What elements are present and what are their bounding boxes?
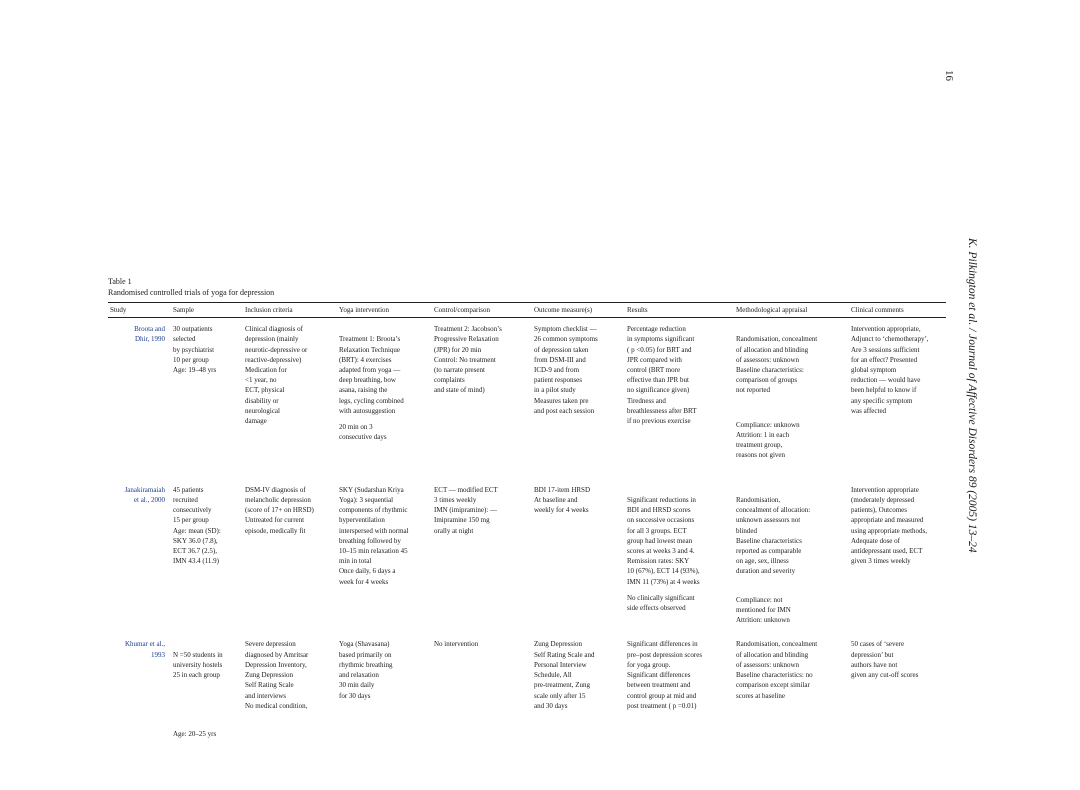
trials-table xyxy=(108,302,946,739)
header-yoga: Yoga intervention xyxy=(337,303,432,318)
outcome-cell: BDI 17-item HRSD At baseline and weekly for 4 weeks xyxy=(534,485,590,515)
inclusion-cell: DSM-IV diagnosis of melancholic depression (score of 17+ on HRSD) Untreated for current episode, medically fit xyxy=(245,485,314,535)
header-results: Results xyxy=(625,303,734,318)
study-cell: Khumar et al., 1993 xyxy=(124,640,165,659)
study-cell: Broota and Dhir, 1990 xyxy=(134,325,165,344)
method-text: Randomisation, concealment of allocation: unknown assessors not blinded Baseline characteristics reported as comparable on age, sex, illness duration and severity xyxy=(736,496,811,576)
clinical-cell: 50 cases of ‘severe depression’ but authors have not given any cut-off scores xyxy=(851,640,919,680)
table-header-row xyxy=(108,303,946,318)
results-note: No clinically significant side effects observed xyxy=(627,593,695,613)
table-row xyxy=(108,639,946,738)
header-control: Control/comparison xyxy=(432,303,532,318)
control-cell: No intervention xyxy=(434,640,479,649)
results-cell xyxy=(625,485,734,626)
header-study: Study xyxy=(108,303,171,318)
inclusion-cell: Clinical diagnosis of depression (mainly neurotic-depressive or reactive-depressive) Medication for <1 year, no ECT, physical disability or neurological damage xyxy=(245,325,308,426)
clinical-cell: Intervention appropriate (moderately depressed patients), Outcomes appropriate and measured using appropriate methods, Adequate dose of antidepressant used, ECT given 3 times weekly xyxy=(851,485,928,566)
yoga-cell: SKY (Sudarshan Kriya Yoga): 3 sequential components of rhythmic hyperventilation interspersed with normal breathing followed by 10–15 min relaxation 45 min in total Once daily, 6 days a week for 4 weeks xyxy=(339,485,409,586)
yoga-cell xyxy=(337,318,432,471)
control-cell: Treatment 2: Jacobson’s Progressive Relaxation (JPR) for 20 min Control: No treatment (to narrate present complaints and state of mind) xyxy=(434,325,502,395)
header-clinical: Clinical comments xyxy=(849,303,946,318)
method-note: Compliance: unknown Attrition: 1 in each treatment group, reasons not given xyxy=(736,420,800,460)
sample-text: N =50 students in university hostels 25 in each group xyxy=(173,650,223,680)
header-inclusion: Inclusion criteria xyxy=(243,303,337,318)
method-cell: Randomisation, concealment of allocation and blinding of assessors: unknown Baseline characteristics: no comparison except similar scores at baseline xyxy=(736,640,818,700)
yoga-note: 20 min on 3 consecutive days xyxy=(339,423,387,442)
control-cell: ECT — modified ECT 3 times weekly IMN (imipramine): — Imipramine 150 mg orally at night xyxy=(434,485,498,535)
yoga-text: Treatment 1: Broota’s Relaxation Technique (BRT): 4 exercises adapted from yoga — deep breathing, bow asana, raising the legs, cycling combined with autosuggestion xyxy=(339,335,404,415)
outcome-cell: Zung Depression Self Rating Scale and Personal Interview Schedule, All pre-treatment, Zung scale only after 15 and 30 days xyxy=(534,640,595,710)
study-cell: Janakiramaiah et al., 2000 xyxy=(124,485,165,505)
table-row xyxy=(108,318,946,471)
header-method: Methodological appraisal xyxy=(734,303,849,318)
method-note: Compliance: not mentioned for IMN Attrition: unknown xyxy=(736,595,791,625)
sample-note: Age: 20–25 yrs xyxy=(173,729,217,738)
clinical-cell: Intervention appropriate, Adjunct to ‘chemotherapy’, Are 3 sessions sufficient for an effect? Presented global symptom reduction — would have been helpful to know if any specific symptom was affected xyxy=(851,325,929,415)
sample-cell: 45 patients recruited consecutively 15 per group Age: mean (SD): SKY 36.0 (7.8), ECT 36.7 (2.5), IMN 43.4 (11.9) xyxy=(173,485,221,566)
trials-table-container xyxy=(108,302,946,739)
results-cell: Significant differences in pre–post depression scores for yoga group. Significant differences between treatment and control group at mid and post treatment ( p =0.01) xyxy=(627,640,703,710)
page-number: 16 xyxy=(943,70,955,81)
method-text: Randomisation, concealment of allocation and blinding of assessors: unknown Baseline characteristics: comparison of groups not reported xyxy=(736,335,818,395)
yoga-cell: Yoga (Shavasana) based primarily on rhythmic breathing and relaxation 30 min daily for 30 days xyxy=(339,640,393,700)
results-text: Significant reductions in BDI and HRSD scores on successive occasions for all 3 groups. ECT group had lowest mean scores at weeks 3 and 4. Remission rates: SKY 10 (67%), ECT 14 (93%), IMN 11 (73%) at 4 weeks xyxy=(627,496,700,586)
table-label: Table 1 xyxy=(108,277,132,286)
method-cell xyxy=(734,318,849,471)
method-cell xyxy=(734,485,849,626)
results-cell: Percentage reduction in symptoms significant ( p <0.05) for BRT and JPR compared with control (BRT more effective than JPR but no significance given) Tiredness and breathlessness after BRT if no previous exercise xyxy=(627,325,697,426)
inclusion-cell: Severe depression diagnosed by Amritsar Depression Inventory, Zung Depression Self Rating Scale and interviews No medical condition, xyxy=(245,640,309,710)
running-head: K. Pilkington et al. / Journal of Affective Disorders 89 (2005) 13–24 xyxy=(966,238,978,553)
sample-cell xyxy=(171,639,243,738)
table-title: Randomised controlled trials of yoga for depression xyxy=(108,288,275,297)
header-sample: Sample xyxy=(171,303,243,318)
table-caption xyxy=(108,276,274,298)
table-row xyxy=(108,485,946,626)
sample-cell: 30 outpatients selected by psychiatrist 10 per group Age: 19–48 yrs xyxy=(173,325,217,375)
outcome-cell: Symptom checklist — 26 common symptoms of depression taken from DSM-III and ICD-9 and from patient responses in a pilot study Measures taken pre and post each session xyxy=(534,325,598,415)
header-outcome: Outcome measure(s) xyxy=(532,303,625,318)
